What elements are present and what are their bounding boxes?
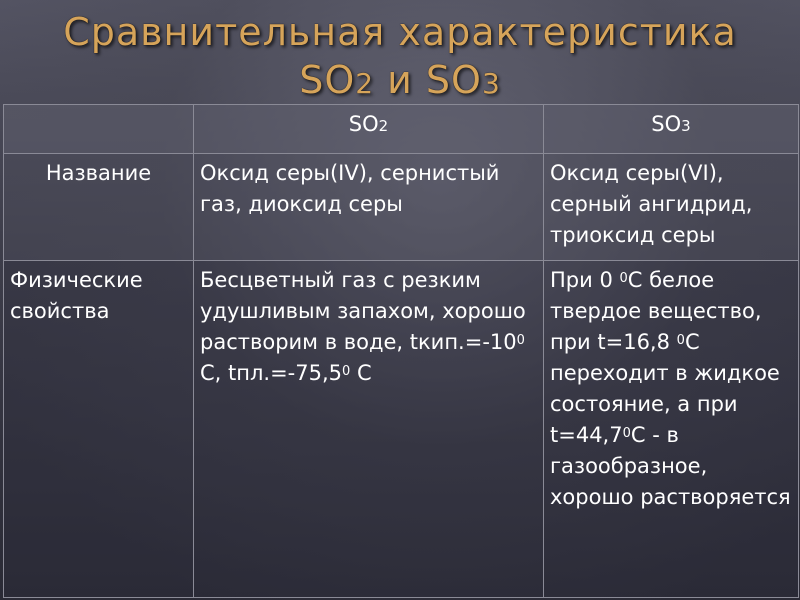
slide-title [0, 8, 800, 108]
so2-phys-text-1: Бесцветный газ с резким удушливым запахом, хорошо растворим в воде, tкип.=-10 [200, 268, 526, 354]
cell-so2-physical [194, 261, 544, 598]
so2-phys-text-2: С, tпл.=-75,5 [200, 361, 343, 385]
title-and-so: и SO [374, 58, 482, 102]
cell-so3-name: Оксид серы(VI), серный ангидрид, триоксид серы [544, 154, 799, 261]
title-line-2 [0, 56, 800, 108]
header-empty-cell [4, 105, 194, 154]
cell-so3-physical [544, 261, 799, 598]
title-line-1: Сравнительная характеристика [63, 10, 737, 54]
so3-phys-text-1: При 0 [550, 268, 620, 292]
header-so2-sub: 2 [378, 117, 389, 135]
header-so2 [194, 105, 544, 154]
so3-phys-text-3: С переходит в жидкое состояние, а при t=44,7 [550, 330, 780, 447]
so3-degree-2: 0 [676, 333, 685, 348]
header-so2-base: SO [348, 112, 379, 136]
so3-phys-text-2: С белое твердое вещество, при t=16,8 [550, 268, 762, 354]
so2-degree-2: 0 [342, 364, 351, 379]
row-label-physical: Физические свойства [4, 261, 194, 598]
header-so3 [544, 105, 799, 154]
so3-degree-3: 0 [622, 426, 631, 441]
comparison-table [3, 104, 799, 598]
header-so3-sub: 3 [681, 117, 691, 135]
header-so3-base: SO [651, 112, 682, 136]
table-row-physical [4, 261, 799, 598]
table-header-row [4, 105, 799, 154]
so3-phys-text-4: С - в газообразное, хорошо растворяется [550, 423, 791, 509]
title-so-prefix: SO [299, 58, 356, 102]
cell-so2-name: Оксид серы(IV), сернистый газ, диоксид серы [194, 154, 544, 261]
title-sub-2: 2 [355, 67, 375, 100]
so3-degree-1: 0 [619, 271, 628, 286]
table-row-name [4, 154, 799, 261]
so2-phys-text-3: С [350, 361, 372, 385]
so2-degree-1: 0 [516, 333, 525, 348]
row-label-name: Название [4, 154, 194, 261]
title-sub-3: 3 [481, 67, 501, 100]
